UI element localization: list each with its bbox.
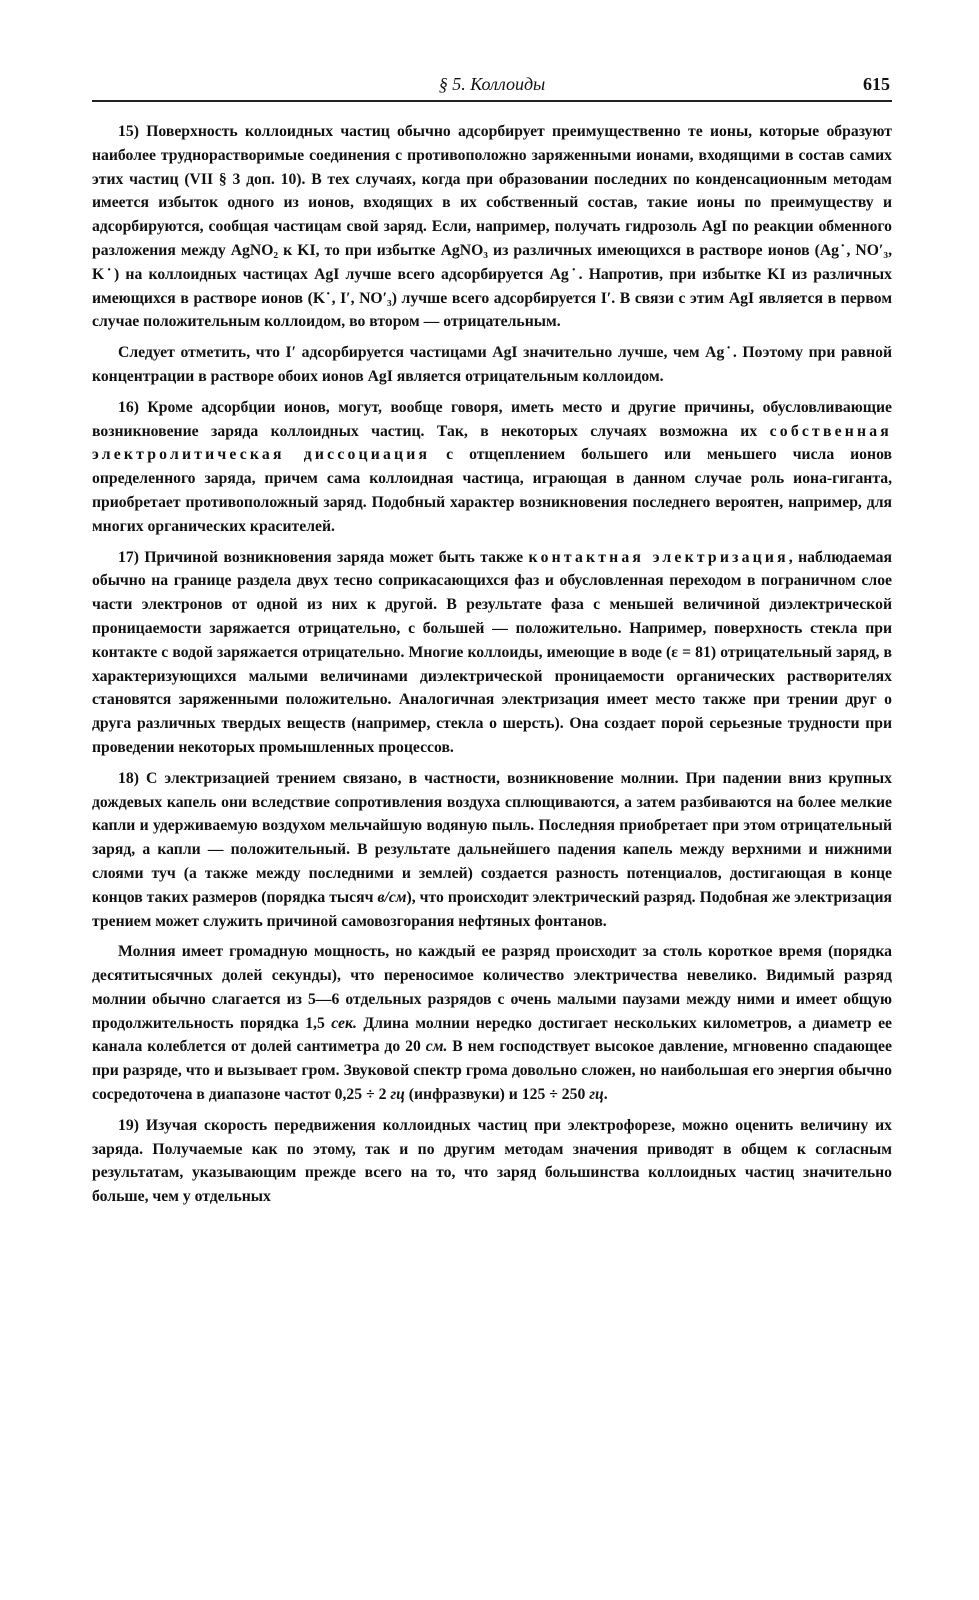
note-number: 18) bbox=[118, 769, 139, 787]
book-page bbox=[92, 70, 892, 1216]
paragraph-text: . bbox=[603, 1086, 608, 1104]
note-number: 15) bbox=[118, 123, 139, 140]
spaced-term: контактная электризация bbox=[528, 548, 789, 566]
unit: сек. bbox=[331, 1014, 357, 1032]
paragraph-text: ), что происходит электрический разряд. Подобная же электризация трением может служить причиной самовозгорания нефтяных фонтанов. bbox=[92, 888, 892, 930]
note-number: 19) bbox=[118, 1116, 139, 1134]
paragraph-text: Следует отметить, что I′ адсорбируется частицами AgI значительно лучше, чем Ag˙. Поэтому при равной концентрации в растворе обоих ионов AgI является отрицательным коллоидом. bbox=[92, 344, 892, 385]
paragraph-17 bbox=[92, 546, 892, 760]
paragraph-text: Поверхность коллоидных частиц обычно адсорбирует преимущественно те ионы, которые образуют наиболее труднорастворимые соединения с противоположно заряженными ионами, входящими в состав самих этих частиц (VII § 3 доп. 10). В тех случаях, когда при образовании последних по конденсационным методам имеется избыток одного из ионов, входящих в их собственный состав, такие ионы по преимуществу и адсорбируются, сообщая частицам свой заряд. Если, например, получать гидрозоль AgI по реакции обменного разложения между AgNO₂ к KI, то при избытке AgNO₃ из различных имеющихся в растворе ионов (Ag˙, NO′₃, K˙) на коллоидных частицах AgI лучше всего адсорбируется Ag˙. Напротив, при избытке KI из различных имеющихся в растворе ионов (K˙, I′, NO′₃) лучше всего адсорбируется I′. В связи с этим AgI является в первом случае положительным коллоидом, во втором — отрицательным. bbox=[92, 123, 893, 331]
note-number: 17) bbox=[118, 548, 139, 566]
section-title: § 5. Коллоиды bbox=[438, 74, 546, 94]
paragraph-text: , наблюдаемая обычно на границе раздела двух тесно соприкасающихся фаз и обусловленная переходом в пограничном слое части электронов от одной из них к другой. В результате фаза с меньшей величиной диэлектрической проницаемости заряжается отрицательно, с большей — положительно. Например, поверхность стекла при контакте с водой заряжается отрицательно. Многие коллоиды, имеющие в воде (ε = 81) отрицательный заряд, в характеризующихся малыми величинами диэлектрической проницаемости органических растворителях становятся заряженными положительно. Аналогичная электризация имеет место также при трении друг о друга различных твердых веществ (например, стекла о шерсть). Она создает порой серьезные трудности при проведении некоторых промышленных процессов. bbox=[92, 548, 892, 756]
paragraph-15-continued bbox=[92, 341, 892, 389]
paragraph-text: (инфразвуки) и 125 ÷ 250 bbox=[404, 1086, 590, 1104]
paragraph-text: Длина молнии нередко достигает нескольких километров, а диаметр ее канала колеблется от долей сантиметра до 20 bbox=[92, 1014, 892, 1056]
page-body bbox=[92, 120, 892, 1209]
unit: см. bbox=[425, 1038, 448, 1056]
unit: гц bbox=[589, 1086, 604, 1104]
note-number: 16) bbox=[118, 398, 139, 416]
paragraph-16 bbox=[92, 396, 892, 539]
paragraph-18-continued bbox=[92, 940, 892, 1107]
paragraph-text: Молния имеет громадную мощность, но каждый ее разряд происходит за столь короткое время (порядка десятитысячных долей секунды), что переносимое количество электричества невелико. Видимый разряд молнии обычно слагается из 5—6 отдельных разрядов с очень малыми паузами между ними и имеет общую продолжительность порядка 1,5 bbox=[92, 943, 892, 1032]
paragraph-18 bbox=[92, 767, 892, 934]
paragraph-text: С электризацией трением связано, в частности, возникновение молнии. При падении вниз крупных дождевых капель они вследствие сопротивления воздуха сплющиваются, а затем разбиваются на более мелкие капли и удерживаемую воздухом мельчайшую водяную пыль. Последняя приобретает при этом отрицательный заряд, а капли — положительный. В результате дальнейшего падения капель между верхними и нижними слоями туч (а также между последними и землей) создается разность потенциалов, достигающая в конце концов таких размеров (порядка тысяч bbox=[92, 769, 893, 906]
unit: в/см bbox=[377, 888, 407, 906]
paragraph-text: Изучая скорость передвижения коллоидных частиц при электрофорезе, можно оценить величину их заряда. Получаемые как по этому, так и по другим методам значения приводят в общем к согласным результатам, указывающим прежде всего на то, что заряд большинства коллоидных частиц значительно больше, чем у отдельных bbox=[92, 1116, 892, 1206]
paragraph-text: с отщеплением большего или меньшего числа ионов определенного заряда, причем сама коллоидная частица, играющая в данном случае роль иона-гиганта, приобретает противоположный заряд. Подобный характер возникновения последнего вероятен, например, для многих органических красителей. bbox=[92, 446, 892, 535]
running-header bbox=[92, 70, 892, 102]
paragraph-text: В нем господствует высокое давление, мгновенно спадающее при разряде, что и вызывает гром. Звуковой спектр грома довольно сложен, но наибольшая его энергия обычно сосредоточена в диапазоне частот 0,25 ÷ 2 bbox=[92, 1038, 892, 1104]
paragraph-text: Причиной возникновения заряда может быть также bbox=[144, 548, 529, 566]
spaced-term: собственная электролитическая диссоциация bbox=[92, 422, 892, 464]
paragraph-text: Кроме адсорбции ионов, могут, вообще говоря, иметь место и другие причины, обусловливающие возникновение заряда коллоидных частиц. Так, в некоторых случаях возможна их bbox=[92, 398, 893, 440]
paragraph-15 bbox=[92, 120, 892, 334]
page-number: 615 bbox=[863, 74, 890, 94]
unit: гц bbox=[390, 1086, 405, 1104]
paragraph-19 bbox=[92, 1114, 892, 1209]
